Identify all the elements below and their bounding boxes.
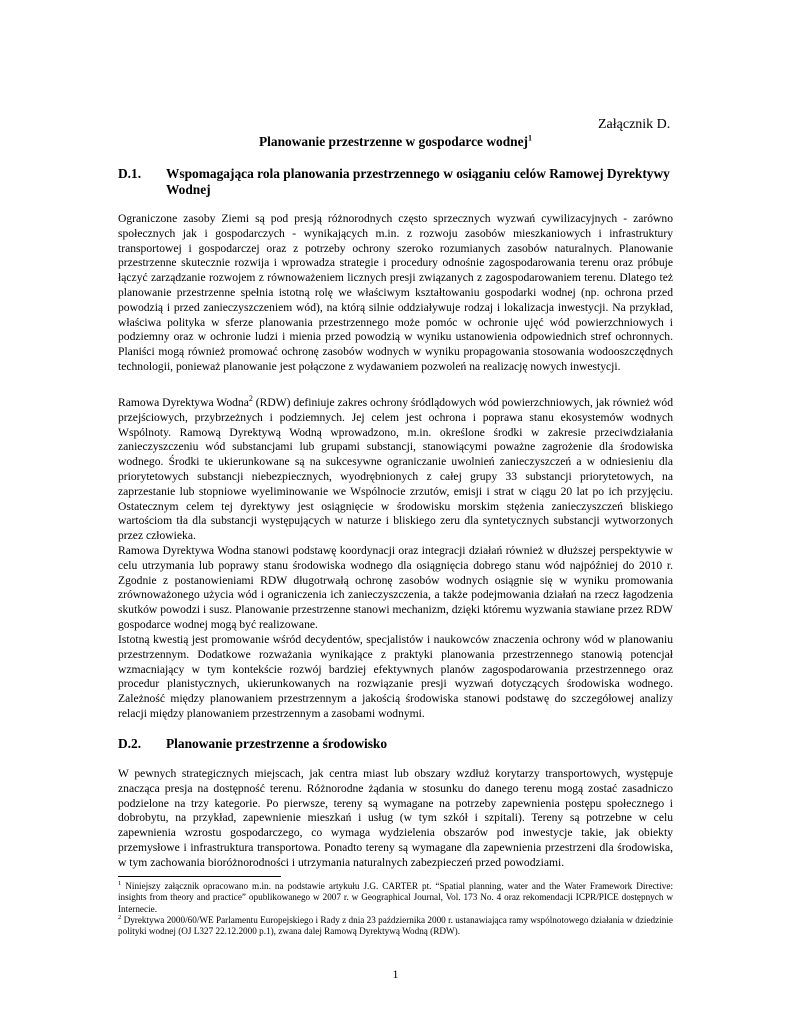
paragraph: Ograniczone zasoby Ziemi są pod presją różnorodnych często sprzecznych wyzwań cywilizacyjnych - zarówno społecznych jak i gospodarczych - wynikających m.in. z rozwoju zasobów mieszkaniowych i infrastruktury transportowej i gospodarczej oraz z potrzeby ochrony szeroko rozumianych zasobów naturalnych. Planowanie przestrzenne skutecznie rozwija i wprowadza strategie i procedury odnośnie zagospodarowania terenu oraz próbuje łączyć zarządzanie rozwojem z równoważeniem licznych presji związanych z zagospodarowaniem terenu. Dlatego też planowanie przestrzenne spełnia istotną rolę we właściwym kształtowaniu gospodarki wodnej (np. ochrona przed powodzią i przed zanieczyszczeniem wód), na którą silnie oddziaływuje rodzaj i lokalizacja inwestycji. Na przykład, właściwa polityka w sferze planowania przestrzennego może pomóc w ochronie ujęć wód powierzchniowych i podziemny oraz w ochronie ludzi i mienia przed powodzią w wyniku ustanowienia odpowiednich stref ochronnych. Planiści mogą również promować ochronę zasobów wodnych w wyniku propagowania stosowania wodooszczędnych technologii, ponieważ planowanie jest połączone z wydawaniem pozwoleń na realizację nowych inwestycji.	[118, 212, 673, 373]
paragraph-rest: (RDW) definiuje zakres ochrony śródlądowych wód powierzchniowych, jak również wód przejściowych, przybrzeżnych i podziemnych. Jej celem jest ochrona i poprawa stanu ekosystemów wodnych Wspólnoty. Ramową Dyrektywą Wodną wprowadzono, m.in. określone środki w zakresie przeciwdziałania zanieczyszczeniu wód substancjami lub grupami substancji, stanowiącymi poważne zagrożenie dla środowiska wodnego. Środki te ukierunkowane są na sukcesywne ograniczanie uwolnień zanieczyszczeń a w odniesieniu dla priorytetowych substancji niebezpiecznych, wyodrębnionych z całej grupy 33 substancji priorytetowych, na zaprzestanie lub stopniowe wyeliminowanie we Wspólnocie zrzutów, emisji i strat w ciągu 20 lat po ich przyjęciu. Ostatecznym celem tej dyrektywy jest osiągnięcie w środowisku morskim stężenia zanieczyszczeń bliskiego wartościom tła dla substancji występujących w naturze i bliskiego zeru dla syntetycznych substancji wytworzonych przez człowieka.	[118, 396, 674, 543]
footnote-separator	[118, 876, 281, 877]
footnote-text: Dyrektywa 2000/60/WE Parlamentu Europejskiego i Rady z dnia 23 października 2000 r. ustanawiająca ramy wspólnotowego działania w dziedzinie polityki wodnej (OJ L327 22.12.2000 p.1), zwana dalej Ramową Dyrektywą Wodną (RDW).	[118, 914, 673, 937]
footnote-text: Niniejszy załącznik opracowano m.in. na podstawie artykułu J.G. CARTER pt. “Spatial planning, water and the Water Framework Directive: insights from theory and practice” opublikowanego w 2007 r. w Geographical Journal, Vol. 173 No. 4 oraz rekomendacji ICPR/PICE dostępnych w Internecie.	[118, 881, 673, 914]
section-number: D.2.	[118, 736, 142, 751]
paragraph-lead: Ramowa Dyrektywa Wodna	[118, 396, 249, 409]
footnote	[118, 881, 673, 915]
page-title	[118, 134, 673, 150]
section-title: Planowanie przestrzenne a środowisko	[166, 736, 388, 751]
section-heading-d2	[118, 736, 673, 752]
footnote-ref: 2	[248, 394, 253, 404]
footnote	[118, 915, 673, 938]
section-heading-d1	[118, 166, 673, 198]
footnote-number: 2	[118, 913, 122, 921]
paragraph: Ramowa Dyrektywa Wodna stanowi podstawę koordynacji oraz integracji działań również w dłuższej perspektywie w celu utrzymania lub poprawy stanu środowiska wodnego dla osiągnięcia dobrego stanu wód najpóźniej do 2010 r. Zgodnie z postanowieniami RDW długotrwałą ochronę zasobów wodnych osiągnie się w wyniku promowania zrównoważonego użycia wód i ograniczenia ich zanieczyszczenia, a także podejmowania działań na rzecz łagodzenia skutków powodzi i susz. Planowanie przestrzenne stanowi mechanizm, dzięki któremu wyzwania stawiane przez RDW gospodarce wodnej mogą być realizowane.	[118, 544, 673, 631]
page-number: 1	[392, 967, 399, 981]
title-text: Planowanie przestrzenne w gospodarce wodnej	[258, 134, 529, 149]
paragraph: Istotną kwestią jest promowanie wśród decydentów, specjalistów i naukowców znaczenia ochrony wód w planowaniu przestrzennym. Dodatkowe rozważania wynikające z praktyki planowania przestrzennego stanowią potencjał wzmacniający w tym kontekście rozwój bardziej efektywnych planów zagospodarowania przestrzennego oraz procedur planistycznych, ukierunkowanych na rozwiązanie presji wyzwań dotyczących środowiska wodnego. Zależność między planowaniem przestrzennym a jakością środowiska stanowi podstawę do szczegółowej analizy relacji między planowaniem przestrzennym a zasobami wodnymi.	[118, 633, 673, 720]
paragraph: W pewnych strategicznych miejscach, jak centra miast lub obszary wzdłuż korytarzy transportowych, występuje znacząca presja na dostępność terenu. Różnorodne żądania w stosunku do danego terenu mogą zostać zasadniczo podzielone na trzy kategorie. Po pierwsze, tereny są wymagane na potrzeby zapewnienia postępu społecznego i dobrobytu, na przykład, zapewnienie mieszkań i usług (w tym szkół i szpitali). Tereny są potrzebne w celu zapewnienia wzrostu gospodarczego, co wymaga wydzielenia obszarów pod inwestycje takie, jak obiekty przemysłowe i infrastruktura transportowa. Ponadto tereny są wymagane dla zapewnienia przestrzeni dla środowiska, w tym zachowania bioróżnorodności i utrzymania naturalnych zabezpieczeń przed powodziami.	[118, 767, 673, 869]
footnotes	[118, 881, 673, 937]
section-number: D.1.	[118, 166, 142, 181]
paragraph	[118, 396, 673, 544]
section-title: Wspomagająca rola planowania przestrzennego w osiąganiu celów Ramowej Dyrektywy Wodnej	[166, 166, 670, 197]
annex-label: Załącznik D.	[598, 117, 671, 132]
footnote-number: 1	[118, 879, 122, 887]
title-footnote-ref: 1	[528, 133, 533, 143]
